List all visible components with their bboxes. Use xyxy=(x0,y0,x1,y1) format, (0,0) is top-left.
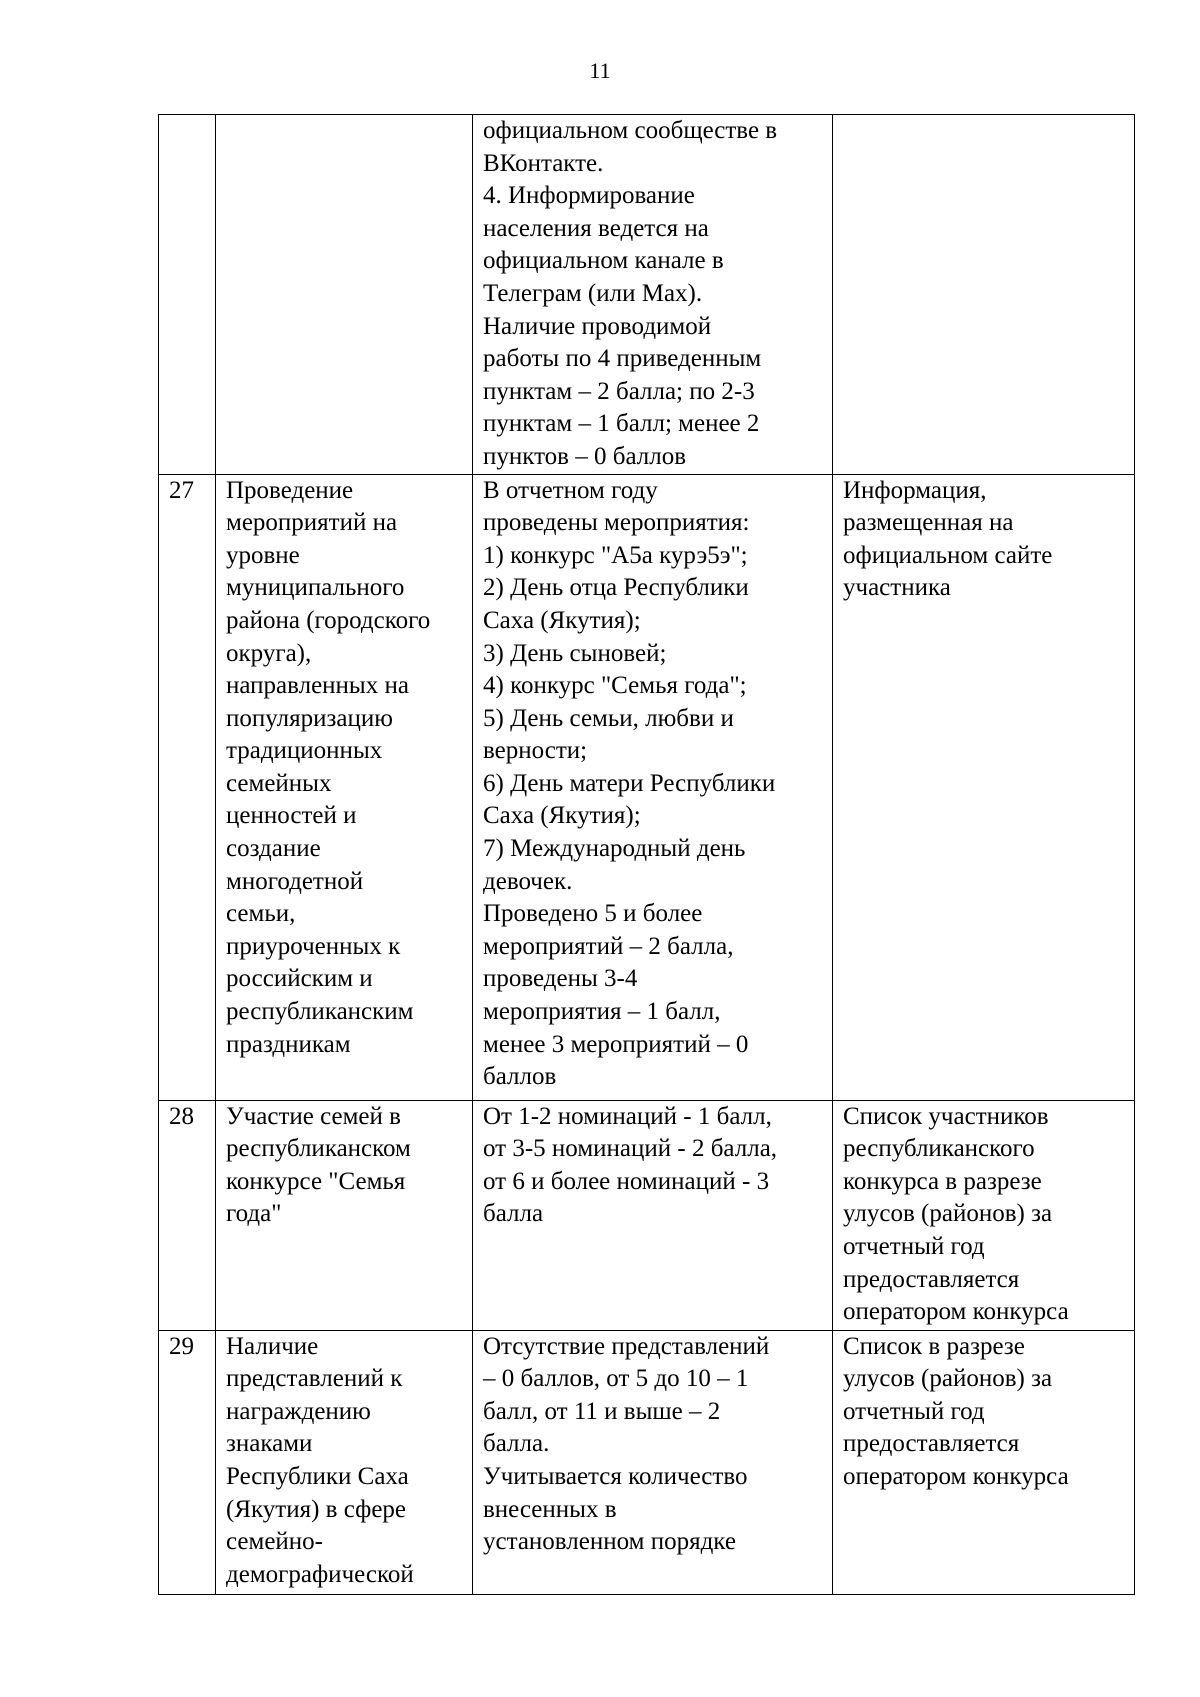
criterion-cell xyxy=(216,115,473,475)
criterion-text-line: Наличие xyxy=(226,1332,319,1360)
row-number-cell: 29 xyxy=(159,1330,216,1594)
conditions-text-line: балла. xyxy=(483,1430,550,1458)
conditions-text-line: официальном сообществе в xyxy=(483,117,778,144)
criterion-text-line: российским и xyxy=(226,965,373,993)
conditions-text-line: населения ведется на xyxy=(483,214,709,242)
conditions-text-line: 7) Международный день xyxy=(483,835,746,863)
conditions-text-line: балл, от 11 и выше – 2 xyxy=(483,1397,721,1425)
conditions-text-line: мероприятия – 1 балл, xyxy=(483,998,721,1026)
conditions-text-line: 4) конкурс "Семья года"; xyxy=(483,672,747,700)
source-text-line: оператором конкурса xyxy=(843,1462,1069,1490)
criterion-text-line: направленных на xyxy=(226,672,409,700)
conditions-text-line: баллов xyxy=(483,1063,557,1091)
criterion-text-line: района (городского xyxy=(226,606,431,634)
source-text-line: предоставляется xyxy=(843,1265,1020,1293)
conditions-text-line: Отсутствие представлений xyxy=(483,1332,770,1360)
criteria-table xyxy=(158,114,1135,1595)
criterion-text-line: награждению xyxy=(226,1397,371,1425)
criterion-text-line: округа), xyxy=(226,639,312,667)
source-cell xyxy=(833,474,1135,1100)
conditions-text-line: мероприятий – 2 балла, xyxy=(483,932,734,960)
conditions-cell xyxy=(473,474,833,1100)
criterion-cell xyxy=(216,1330,473,1594)
conditions-text-line: балла xyxy=(483,1200,544,1228)
conditions-text-line: от 3-5 номинаций - 2 балла, xyxy=(483,1135,778,1163)
conditions-text-line: ВКонтакте. xyxy=(483,149,604,177)
criterion-cell xyxy=(216,474,473,1100)
conditions-text-line: 6) День матери Республики xyxy=(483,769,776,797)
conditions-text-line: верности; xyxy=(483,737,588,765)
row-number-cell: 28 xyxy=(159,1100,216,1330)
conditions-text-line: менее 3 мероприятий – 0 xyxy=(483,1030,749,1058)
criterion-text-line: семьи, xyxy=(226,900,296,928)
criterion-text-line: приуроченных к xyxy=(226,932,401,960)
conditions-text-line: 3) День сыновей; xyxy=(483,639,667,667)
source-text-line: Информация, xyxy=(843,476,987,504)
criterion-text-line: года" xyxy=(226,1200,282,1228)
conditions-text-line: 2) День отца Республики xyxy=(483,574,749,602)
conditions-text-line: проведены 3-4 xyxy=(483,965,638,993)
criterion-text-line: конкурсе "Семья xyxy=(226,1167,406,1195)
criteria-table-body xyxy=(159,115,1135,1595)
criterion-text-line: уровне xyxy=(226,541,300,569)
table-row xyxy=(159,1100,1135,1330)
source-cell xyxy=(833,115,1135,475)
criterion-text-line: представлений к xyxy=(226,1365,403,1393)
criterion-text-line: ценностей и xyxy=(226,802,357,830)
criterion-text-line: Проведение xyxy=(226,476,354,504)
conditions-cell xyxy=(473,115,833,475)
source-text-line: улусов (районов) за xyxy=(843,1200,1053,1228)
conditions-text-line: девочек. xyxy=(483,867,573,895)
source-text-line: отчетный год xyxy=(843,1232,985,1260)
conditions-text-line: Проведено 5 и более xyxy=(483,900,703,928)
conditions-text-line: пунктам – 2 балла; по 2-3 xyxy=(483,377,755,405)
conditions-text-line: От 1-2 номинаций - 1 балл, xyxy=(483,1102,772,1130)
criterion-text-line: (Якутия) в сфере xyxy=(226,1495,407,1523)
source-cell xyxy=(833,1330,1135,1594)
criterion-text-line: семейно- xyxy=(226,1528,323,1556)
criterion-text-line: муниципального xyxy=(226,574,405,602)
conditions-text-line: 4. Информирование xyxy=(483,182,695,210)
conditions-text-line: Саха (Якутия); xyxy=(483,802,641,830)
criterion-text-line: семейных xyxy=(226,769,332,797)
conditions-text-line: проведены мероприятия: xyxy=(483,509,750,537)
row-number-cell xyxy=(159,115,216,475)
table-row xyxy=(159,474,1135,1100)
conditions-text-line: пунктам – 1 балл; менее 2 xyxy=(483,410,760,438)
source-text-line: оператором конкурса xyxy=(843,1298,1069,1326)
source-text-line: республиканского xyxy=(843,1135,1035,1163)
conditions-text-line: Саха (Якутия); xyxy=(483,606,641,634)
source-text-line: предоставляется xyxy=(843,1430,1020,1458)
criterion-text-line: Участие семей в xyxy=(226,1102,401,1130)
criterion-text-line: праздникам xyxy=(226,1030,351,1058)
source-text-line: Список в разрезе xyxy=(843,1332,1025,1360)
conditions-text-line: пунктов – 0 баллов xyxy=(483,442,687,470)
source-text-line: отчетный год xyxy=(843,1397,985,1425)
conditions-text-line: Наличие проводимой xyxy=(483,312,712,340)
conditions-text-line: В отчетном году xyxy=(483,476,658,504)
criterion-text-line: демографической xyxy=(226,1560,414,1588)
conditions-text-line: Телеграм (или Мах). xyxy=(483,279,703,307)
conditions-text-line: установленном порядке xyxy=(483,1528,736,1556)
conditions-text-line: – 0 баллов, от 5 до 10 – 1 xyxy=(483,1365,749,1393)
conditions-text-line: Учитывается количество xyxy=(483,1462,748,1490)
table-row xyxy=(159,115,1135,475)
conditions-text-line: 5) День семьи, любви и xyxy=(483,704,734,732)
source-text-line: конкурса в разрезе xyxy=(843,1167,1042,1195)
criterion-text-line: республиканским xyxy=(226,998,414,1026)
conditions-cell xyxy=(473,1330,833,1594)
conditions-text-line: 1) конкурс "А5а курэ5э"; xyxy=(483,541,748,569)
row-number-cell: 27 xyxy=(159,474,216,1100)
source-text-line: улусов (районов) за xyxy=(843,1365,1053,1393)
criterion-text-line: популяризацию xyxy=(226,704,393,732)
source-cell xyxy=(833,1100,1135,1330)
conditions-text-line: внесенных в xyxy=(483,1495,617,1523)
conditions-cell xyxy=(473,1100,833,1330)
source-text-line: Список участников xyxy=(843,1102,1049,1130)
criterion-text-line: создание xyxy=(226,835,321,863)
conditions-text-line: от 6 и более номинаций - 3 xyxy=(483,1167,770,1195)
criterion-text-line: мероприятий на xyxy=(226,509,398,537)
criterion-text-line: многодетной xyxy=(226,867,364,895)
source-text-line: размещенная на xyxy=(843,509,1014,537)
table-row xyxy=(159,1330,1135,1594)
criterion-cell xyxy=(216,1100,473,1330)
criterion-text-line: Республики Саха xyxy=(226,1462,409,1490)
conditions-text-line: работы по 4 приведенным xyxy=(483,345,762,373)
criterion-text-line: знаками xyxy=(226,1430,313,1458)
source-text-line: официальном сайте xyxy=(843,541,1053,569)
criterion-text-line: республиканском xyxy=(226,1135,411,1163)
page-number: 11 xyxy=(589,58,611,83)
conditions-text-line: официальном канале в xyxy=(483,247,724,275)
criterion-text-line: традиционных xyxy=(226,737,383,765)
source-text-line: участника xyxy=(843,574,951,602)
